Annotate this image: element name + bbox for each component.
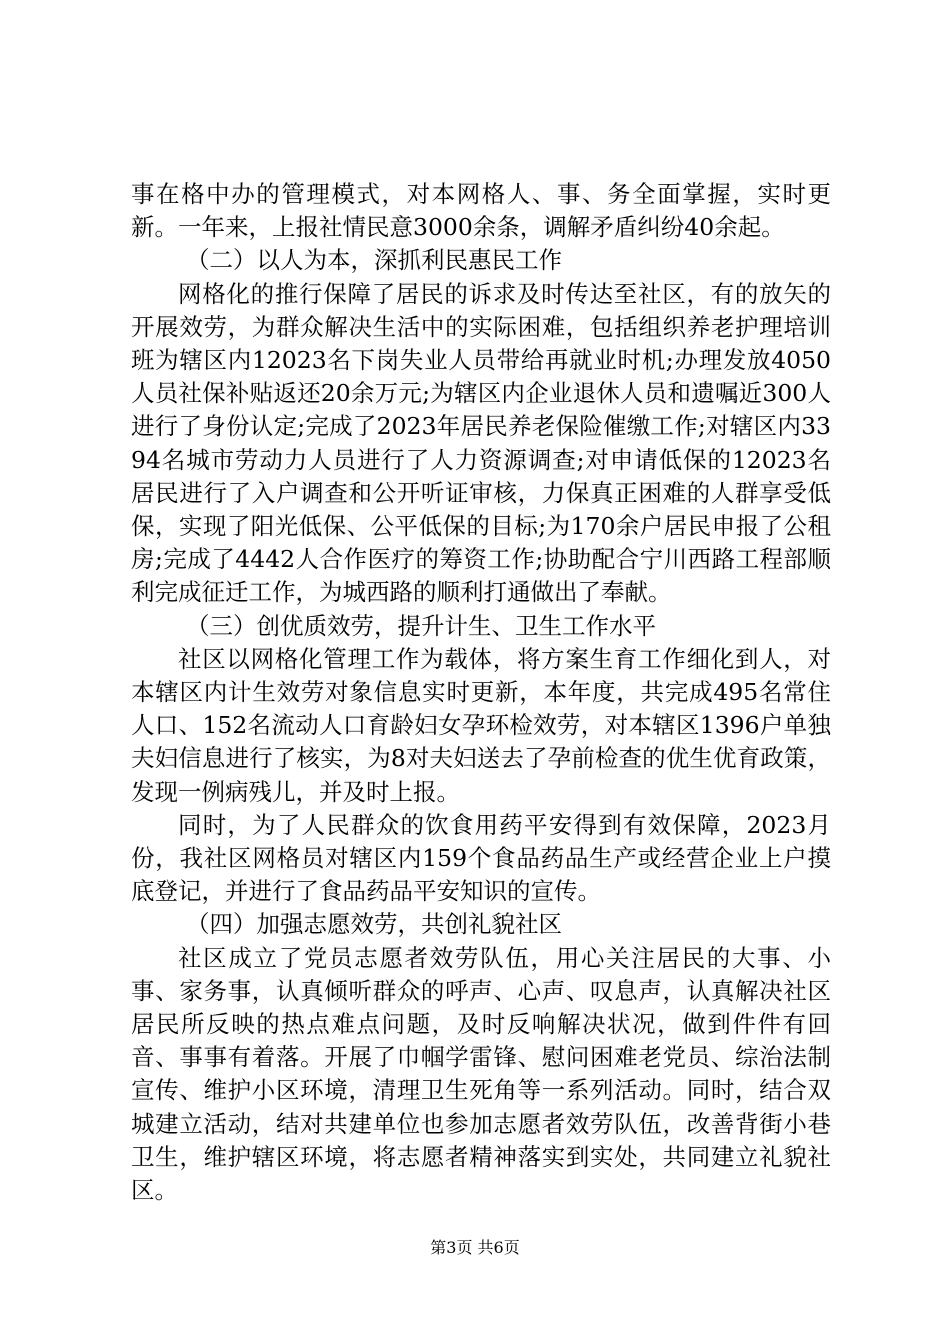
paragraph-text: 网格化的推行保障了居民的诉求及时传达至社区，有的放矢的开展效劳，为群众解决生活中的实际困难，包括组织养老护理培训班为辖区内12023名下岗失业人员带给再就业时机;办理发放4050人员社保补贴返还20余万元;为辖区内企业退休人员和遗嘱近300人进行了身份认定;完成了2023年居民养老保险催缴工作;对辖区内3394名城市劳动力人员进行了人力资源调查;对申请低保的12023名居民进行了入户调查和公开听证审核，力保真正困难的人群享受低保，实现了阳光低保、公平低保的目标;为170余户居民申报了公租房;完成了4442人合作医疗的筹资工作;协助配合宁川西路工程部顺利完成征迁工作，为城西路的顺利打通做出了奉献。 <box>131 279 831 607</box>
paragraph-text: 社区成立了党员志愿者效劳队伍，用心关注居民的大事、小事、家务事，认真倾听群众的呼声、心声、叹息声，认真解决社区居民所反映的热点难点问题，及时反响解决状况，做到件件有回音、事事有着落。开展了巾帼学雷锋、慰问困难老党员、综治法制宣传、维护小区环境，清理卫生死角等一系列活动。同时，结合双城建立活动，结对共建单位也参加志愿者效劳队伍，改善背街小巷卫生，维护辖区环境，将志愿者精神落实到实处，共同建立礼貌社区。 <box>131 943 831 1205</box>
page-footer <box>0 1238 950 1258</box>
paragraph-text: 同时，为了人民群众的饮食用药平安得到有效保障，2023月份，我社区网格员对辖区内159个食品药品生产或经营企业上户摸底登记，并进行了食品药品平安知识的宣传。 <box>131 810 831 906</box>
paragraph-text: 事在格中办的管理模式，对本网格人、事、务全面掌握，实时更新。一年来，上报社情民意3000余条，调解矛盾纠纷40余起。 <box>131 180 831 242</box>
section-heading: （四）加强志愿效劳，共创礼貌社区 <box>186 910 562 939</box>
section-heading: （三）创优质效劳，提升计生、卫生工作水平 <box>186 611 656 640</box>
paragraph-text: 社区以网格化管理工作为载体，将方案生育工作细化到人，对本辖区内计生效劳对象信息实时更新，本年度，共完成495名常住人口、152名流动人口育龄妇女孕环检效劳，对本辖区1396户单独夫妇信息进行了核实，为8对夫妇送去了孕前检查的优生优育政策，发现一例病残儿，并及时上报。 <box>131 644 831 806</box>
section-heading: （二）以人为本，深抓利民惠民工作 <box>186 246 562 275</box>
page-number-label: 第3页 共6页 <box>430 1238 520 1257</box>
document-body <box>131 178 831 1207</box>
